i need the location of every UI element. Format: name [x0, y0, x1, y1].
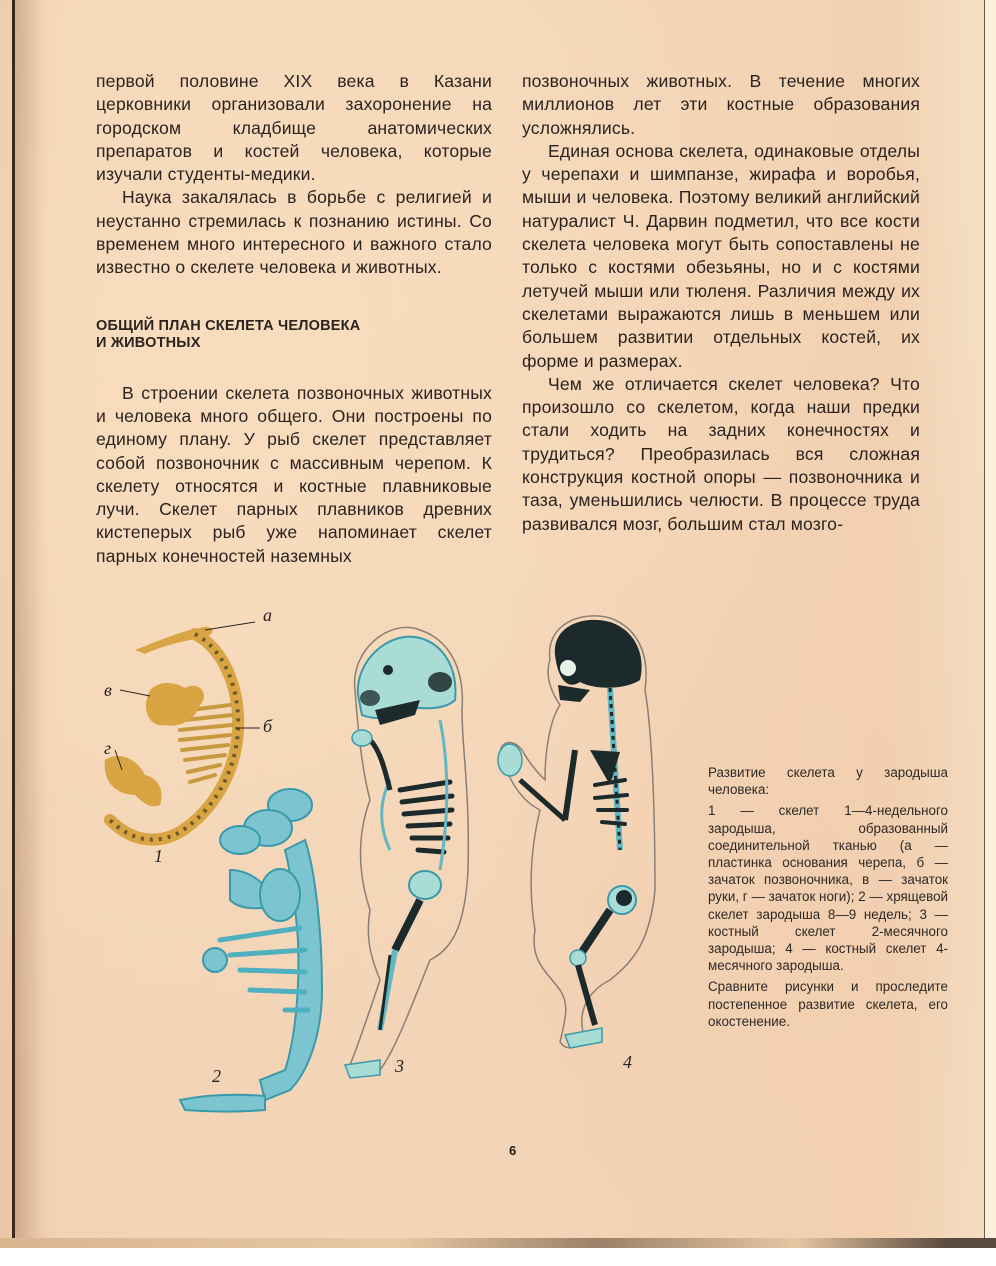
caption-title: Развитие скелета у зародыша человека:	[708, 765, 948, 798]
paragraph: Единая основа скелета, одинаковые отделы у черепахи и шимпанзе, жирафа и воробья, мыши и человека. Поэтому великий английский натуралист Ч. Дарвин подметил, что все кости скелета человека могут быть сопоставлены не только с костями обезьяны, но и с костями летучей мыши или тюленя. Различия между их скелетами выражаются лишь в меньшем или большем развитии отдельных костей, их форме и размерах.	[522, 140, 920, 371]
figure-caption	[708, 764, 948, 1034]
label-a: а	[263, 605, 272, 625]
page-edge	[985, 0, 996, 1246]
paragraph: первой половине XIX века в Казани церковники организовали захоронение на городском кладбище анатомических препаратов и костей человека, которые изучали студенты-медики.	[96, 71, 492, 185]
embryo-3-illustration	[345, 627, 468, 1078]
page-spine-line	[12, 0, 15, 1240]
paragraph: Наука закалялась в борьбе с религией и неустанно стремилась к познанию истины. Со временем много интересного и важного стало известно о скелете человека и животных.	[96, 187, 492, 278]
paragraph: Чем же отличается скелет человека? Что произошло со скелетом, когда наши предки стали ходить на задних конечностях и трудиться? Преобразилась вся сложная конструкция костной опоры — позвоночника и таза, уменьшились челюсти. В процессе труда развивался мозг, большим стал мозго-	[522, 373, 920, 534]
page-bottom-edge	[0, 1238, 996, 1248]
spine-shadow	[15, 0, 45, 1240]
embryo-4-illustration	[498, 616, 655, 1048]
page-number: 6	[509, 1143, 517, 1158]
caption-body: 1 — скелет 1—4-недельного зародыша, образованный соединительной тканью (а — пластинка основания черепа, б — зачаток позвоночника, в — зачаток руки, г — зачаток ноги); 2 — хрящевой скелет зародыша 8—9 недель; 3 — костный скелет 2-месячного зародыша; 4 — костный скелет 4-месячного зародыша.	[708, 803, 948, 974]
paragraph: В строении скелета позвоночных животных и человека много общего. Они построены по единому плану. У рыб скелет представляет собой позвоночник с массивным черепом. К скелету относятся и костные плавниковые лучи. Скелет парных плавников древних кистеперых рыб уже напоминает скелет парных конечностей наземных	[96, 382, 492, 566]
figure-number-4: 4	[623, 1052, 632, 1072]
figure-number-2: 2	[212, 1066, 221, 1086]
embryo-skeleton-figure	[90, 605, 700, 1130]
left-column	[96, 70, 492, 568]
label-v: в	[104, 680, 112, 700]
figure-number-1: 1	[154, 846, 163, 866]
label-b: б	[263, 716, 273, 736]
right-column	[522, 70, 920, 536]
label-g: г	[104, 738, 112, 758]
paragraph: позвоночных животных. В течение многих миллионов лет эти костные образования усложнялись.	[522, 71, 920, 138]
figure-number-3: 3	[395, 1056, 404, 1076]
embryo-1-illustration	[105, 627, 239, 840]
caption-note: Сравните рисунки и проследите постепенное развитие скелета, его окостенение.	[708, 979, 948, 1029]
section-heading-line2: И ЖИВОТНЫХ	[96, 334, 201, 351]
section-heading-line1: ОБЩИЙ ПЛАН СКЕЛЕТА ЧЕЛОВЕКА	[96, 317, 361, 334]
embryo-2-illustration	[180, 789, 322, 1112]
